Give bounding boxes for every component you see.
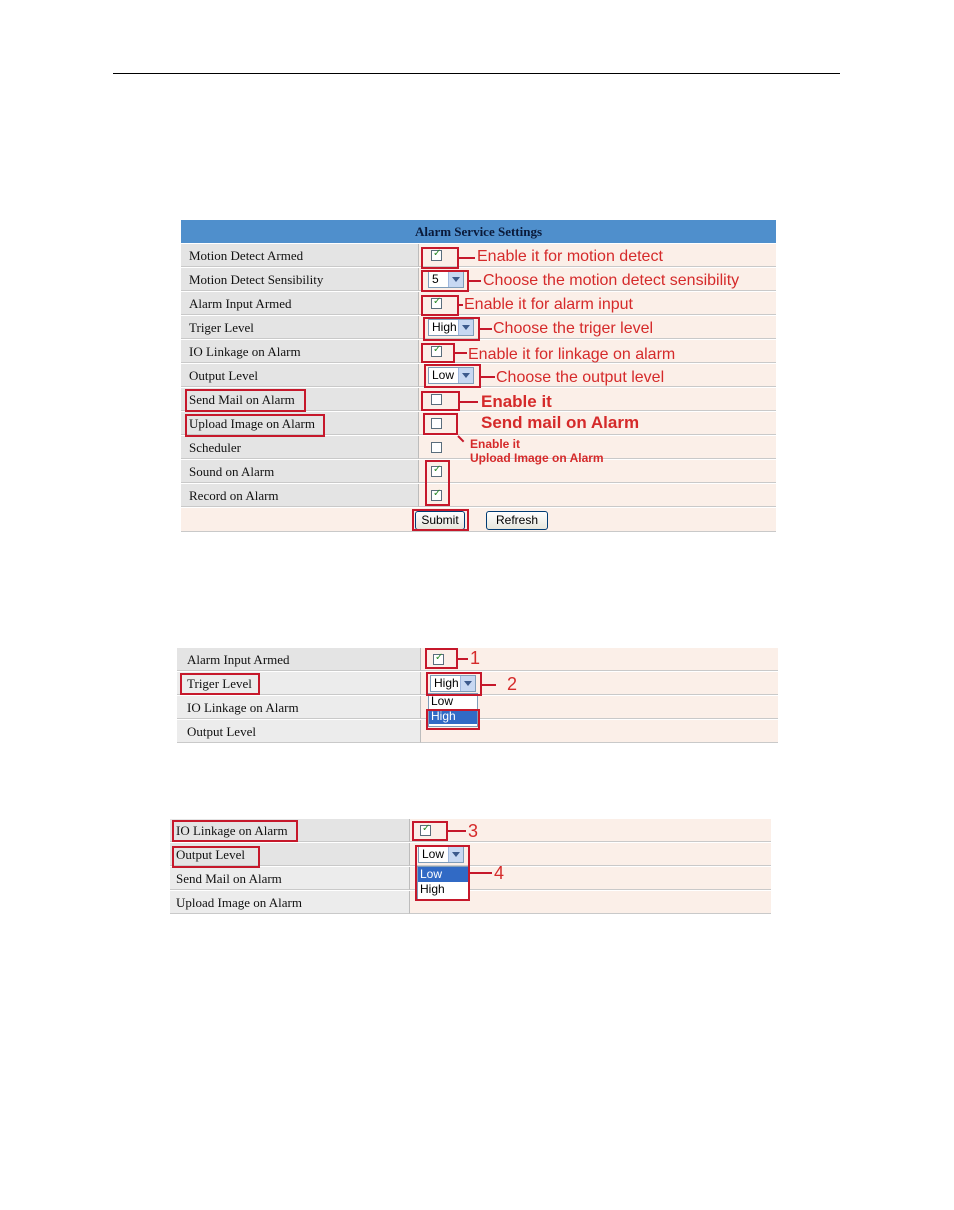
highlight-box [415,845,470,901]
marker-1: 1 [470,648,481,668]
marker-2: 2 [507,674,518,694]
callout-line [459,257,475,259]
row-label: Triger Level [177,672,421,695]
select-value: High [434,676,459,690]
callout-line [481,376,495,378]
highlight-box [425,648,458,669]
highlight-box [172,820,298,842]
highlight-box [423,317,480,341]
highlight-box [421,343,455,363]
highlight-box [426,672,482,696]
callout-line [448,830,466,832]
highlight-box [425,460,450,506]
row-label: Output Level [181,364,419,387]
highlight-box [421,295,459,316]
annotation-output: Choose the output level [496,369,665,386]
annotation-alarm-input: Enable it for alarm input [464,296,633,313]
row-label: Motion Detect Sensibility [181,268,419,291]
callout-line [458,658,468,660]
row-label: Upload Image on Alarm [181,412,419,435]
button-row [181,508,776,532]
row-label: Motion Detect Armed [181,244,419,267]
row-label: Alarm Input Armed [181,292,419,315]
row-label: Send Mail on Alarm [181,388,419,411]
row-label: Upload Image on Alarm [170,891,410,914]
row-label: IO Linkage on Alarm [181,340,419,363]
annotation-send-mail-1: Enable it [481,392,552,411]
highlight-box [421,391,460,411]
row-label: Output Level [177,720,421,743]
scheduler-checkbox[interactable] [431,442,442,453]
highlight-box [412,509,469,531]
row-label: Record on Alarm [181,484,419,507]
row-label: Scheduler [181,436,419,459]
callout-line [455,352,467,354]
select-value: Low [432,368,455,382]
row-record-on-alarm [181,484,776,508]
panel-title: Alarm Service Settings [181,220,776,243]
highlight-box [421,270,469,292]
row-label: Alarm Input Armed [177,648,421,671]
annotation-linkage: Enable it for linkage on alarm [468,346,676,363]
annotation-upload-1: Enable it [470,437,521,451]
highlight-box [424,364,481,388]
highlight-box [421,247,459,269]
dropdown-option-selected[interactable]: High [429,709,477,724]
dropdown-option[interactable]: High [420,882,445,896]
refresh-button[interactable]: Refresh [486,511,548,530]
highlight-box [423,413,458,435]
callout-line [480,328,492,330]
highlight-box [172,846,260,868]
callout-line [459,304,463,306]
annotation-send-mail-2: Send mail on Alarm [481,413,640,432]
callout-line [470,872,492,874]
select-value: 5 [432,272,439,286]
header-rule [113,73,840,74]
marker-3: 3 [468,821,479,841]
submit-button[interactable]: Submit [415,511,465,530]
annotation-triger: Choose the triger level [493,320,654,337]
annotation-upload-2: Upload Image on Alarm [470,451,604,465]
marker-4: 4 [494,863,505,883]
highlight-box [412,821,448,841]
dropdown-option[interactable]: Low [431,694,454,708]
callout-line [469,280,481,282]
row-label: IO Linkage on Alarm [177,696,421,719]
row-label: IO Linkage on Alarm [170,819,410,842]
callout-line [460,401,478,403]
highlight-box [185,389,306,412]
select-value: Low [422,847,445,861]
callout-line [482,684,496,686]
row-label: Send Mail on Alarm [170,867,410,890]
highlight-box [426,709,480,730]
row-label: Triger Level [181,316,419,339]
dropdown-option-selected[interactable]: Low [418,867,468,882]
annotation-motion-armed: Enable it for motion detect [477,248,663,265]
highlight-box [185,414,325,437]
highlight-box [180,673,260,695]
select-value: High [432,320,457,334]
annotation-sensibility: Choose the motion detect sensibility [483,272,740,289]
row-label: Sound on Alarm [181,460,419,483]
row-label: Output Level [170,843,410,866]
